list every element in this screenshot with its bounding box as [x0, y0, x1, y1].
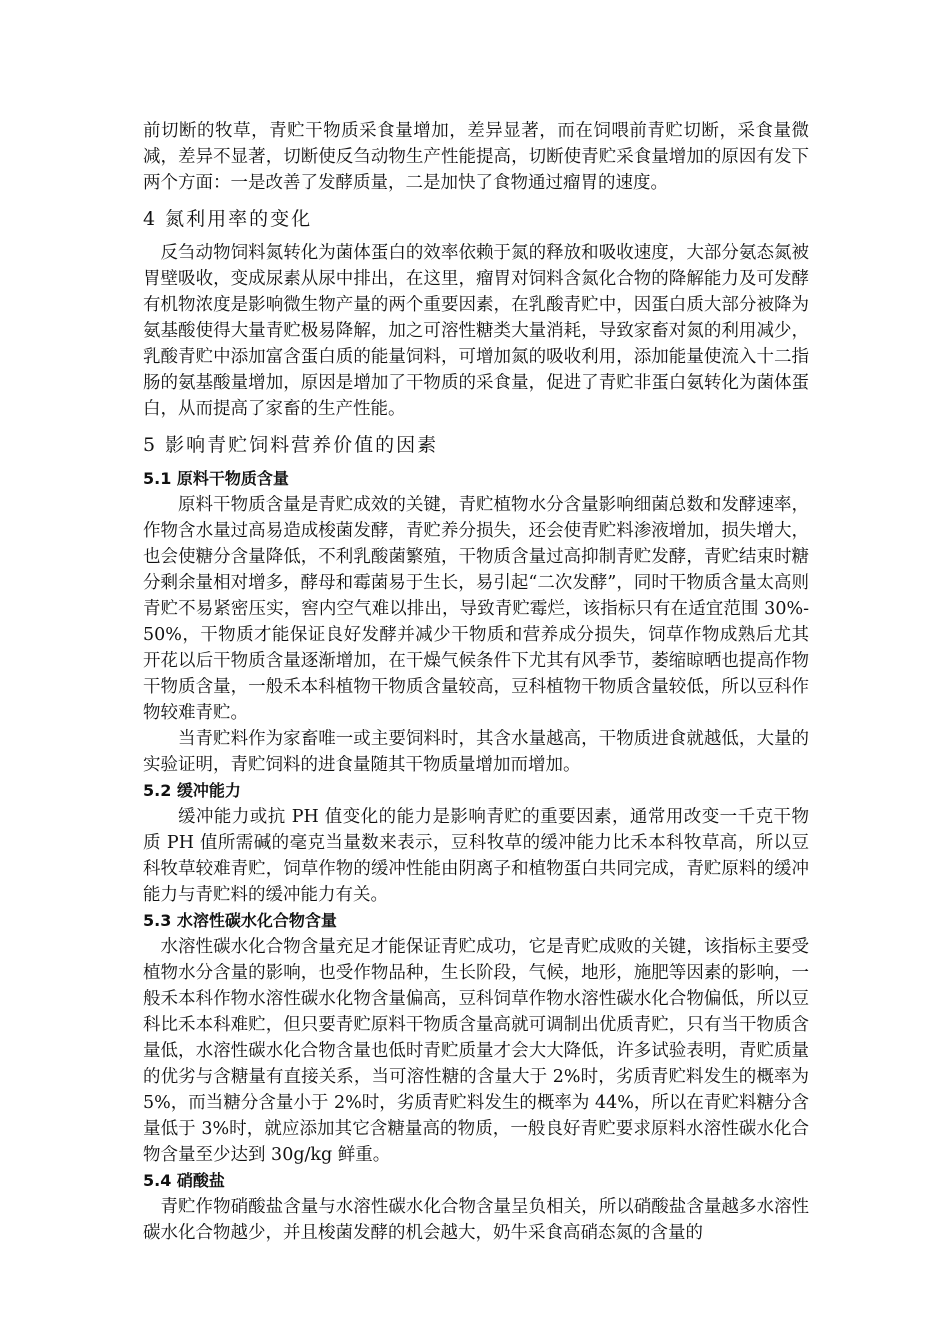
section-4-heading: 4 氮利用率的变化	[143, 208, 313, 230]
section-5-3-paragraph: 水溶性碳水化合物含量充足才能保证青贮成功，它是青贮成败的关键，该指标主要受植物水分含量的影响，也受作物品种，生长阶段，气候，地形，施肥等因素的影响，一般禾本科作物水溶性碳水化物含量偏高，豆科饲草作物水溶性碳水化合物偏低，所以豆科比禾本科难贮，但只要青贮原料干物质含量高就可调制出优质青贮，只有当干物质含量低，水溶性碳水化合物含量也低时青贮质量才会大大降低，许多试验表明，青贮质量的优劣与含糖量有直接关系，当可溶性糖的含量大于 2%时，劣质青贮料发生的概率为 5%，而当糖分含量小于 2%时，劣质青贮料发生的概率为 44%，所以在青贮料糖分含量低于 3%时，就应添加其它含糖量高的物质，一般良好青贮要求原料水溶性碳水化合物含量至少达到 30g/kg 鲜重。	[143, 937, 809, 1165]
section-5-1-paragraph-1: 原料干物质含量是青贮成效的关键，青贮植物水分含量影响细菌总数和发酵速率，作物含水量过高易造成梭菌发酵，青贮养分损失，还会使青贮料渗液增加，损失增大，也会使糖分含量降低，不利乳酸菌繁殖，干物质含量过高抑制青贮发酵，青贮结束时糖分剩余量相对增多，酵母和霉菌易于生长，易引起“二次发酵”，同时干物质含量太高则青贮不易紧密压实，窖内空气难以排出，导致青贮霉烂，该指标只有在适宜范围 30%-50%，干物质才能保证良好发酵并减少干物质和营养成分损失，饲草作物成熟后尤其开花以后干物质含量逐渐增加，在干燥气候条件下尤其有风季节，萎缩晾晒也提高作物干物质含量，一般禾本科植物干物质含量较高，豆科植物干物质含量较低，所以豆科作物较难青贮。	[143, 495, 809, 723]
section-5-4-heading: 5.4 硝酸盐	[143, 1171, 225, 1190]
section-5-1-heading: 5.1 原料干物质含量	[143, 469, 289, 488]
intro-paragraph: 前切断的牧草，青贮干物质采食量增加，差异显著，而在饲喂前青贮切断，采食量微减，差异不显著，切断使反刍动物生产性能提高，切断使青贮采食量增加的原因有发下两个方面：一是改善了发酵质量，二是加快了食物通过瘤胃的速度。	[143, 121, 809, 193]
section-5-3-heading: 5.3 水溶性碳水化合物含量	[143, 911, 337, 930]
document-page	[143, 118, 809, 1246]
section-5-1-paragraph-2: 当青贮料作为家畜唯一或主要饲料时，其含水量越高，干物质进食就越低，大量的实验证明，青贮饲料的进食量随其干物质量增加而增加。	[143, 729, 809, 775]
section-5-heading: 5 影响青贮饲料营养价值的因素	[143, 434, 439, 456]
section-5-2-heading: 5.2 缓冲能力	[143, 781, 241, 800]
section-4-paragraph: 反刍动物饲料氮转化为菌体蛋白的效率依赖于氮的释放和吸收速度，大部分氨态氮被胃壁吸收，变成尿素从尿中排出，在这里，瘤胃对饲料含氮化合物的降解能力及可发酵有机物浓度是影响微生物产量的两个重要因素，在乳酸青贮中，因蛋白质大部分被降为氨基酸使得大量青贮极易降解，加之可溶性糖类大量消耗，导致家畜对氮的利用减少，乳酸青贮中添加富含蛋白质的能量饲料，可增加氮的吸收利用，添加能量使流入十二指肠的氨基酸量增加，原因是增加了干物质的采食量，促进了青贮非蛋白氨转化为菌体蛋白，从而提高了家畜的生产性能。	[143, 243, 809, 419]
section-5-4-paragraph: 青贮作物硝酸盐含量与水溶性碳水化合物含量呈负相关，所以硝酸盐含量越多水溶性碳水化合物越少，并且梭菌发酵的机会越大，奶牛采食高硝态氮的含量的	[143, 1197, 809, 1243]
section-5-2-paragraph: 缓冲能力或抗 PH 值变化的能力是影响青贮的重要因素，通常用改变一千克干物质 PH 值所需碱的毫克当量数来表示，豆科牧草的缓冲能力比禾本科牧草高，所以豆科牧草较难青贮，饲草作物的缓冲性能由阴离子和植物蛋白共同完成，青贮原料的缓冲能力与青贮料的缓冲能力有关。	[143, 807, 809, 905]
